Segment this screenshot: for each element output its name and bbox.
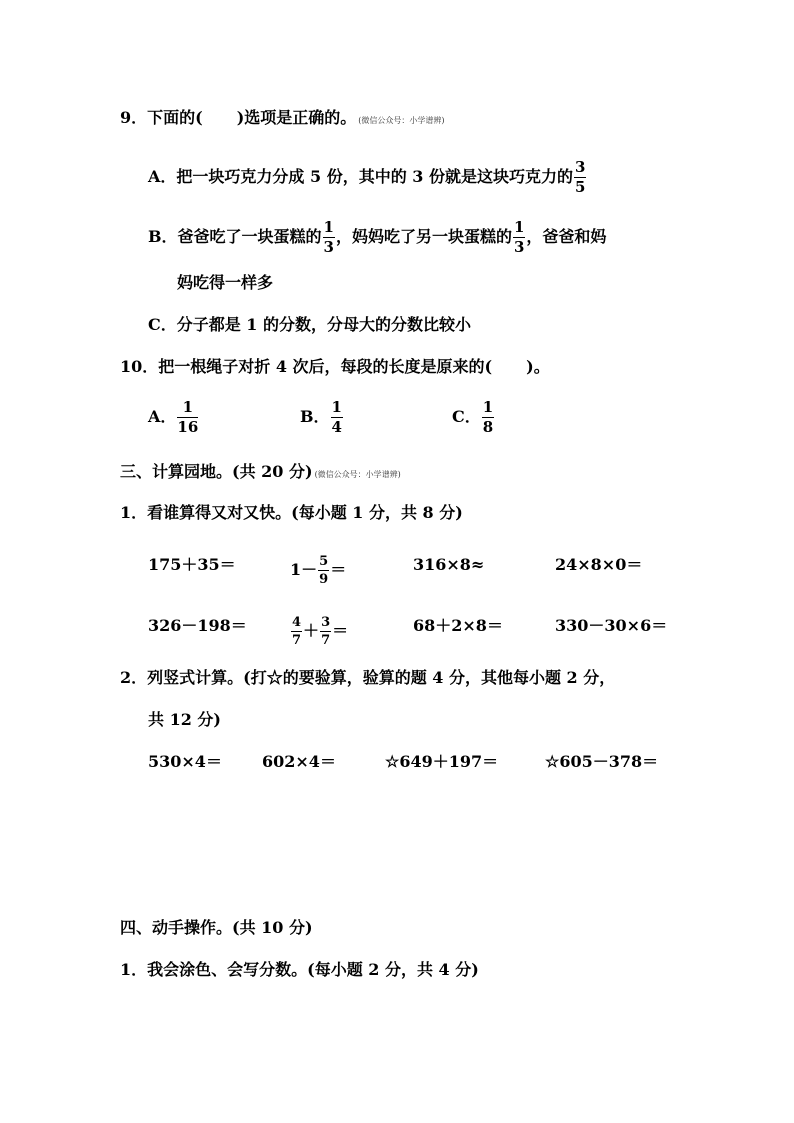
q9-watermark-note: (微信公众号：小学谱辨) [358,116,445,125]
s3q1-r1-expr2-fraction: $\frac{5}{9}$ [319,554,329,587]
s3q1-r2-expr4: 330－30×6＝ [555,616,668,635]
q9-stem-pre: 9．下面的( [120,108,203,127]
q10-stem-post: )。 [526,357,550,376]
q9-option-b-fraction2: $\frac{1}{3}$ [513,218,525,256]
q10-option-b-fraction: $\frac{1}{4}$ [331,398,342,436]
s3q1-r1-expr4: 24×8×0＝ [555,555,643,574]
q10-option-b: B． $\frac{1}{4}$ [300,398,342,436]
s3q1-r1-expr1: 175＋35＝ [148,555,236,574]
q9-option-b-text3: ，爸爸和妈 [526,227,607,246]
q10-option-a: A． $\frac{1}{16}$ [148,398,199,436]
q9-option-a-text: A．把一块巧克力分成 5 份，其中的 3 份就是这块巧克力的 [148,167,573,186]
section3-watermark-note: (微信公众号：小学谱辨) [314,470,401,479]
q9-option-a [148,160,587,195]
s3q1-stem: 1．看谁算得又对又快。(每小题 1 分，共 8 分) [120,503,463,522]
s3q1-r2-expr1: 326－198＝ [148,616,247,635]
s3q1-r2-expr2: $\frac{4}{7}$ ＋ $\frac{3}{7}$ ＝ [292,615,349,648]
q9-stem [120,108,445,131]
q9-option-b-fraction1: $\frac{1}{3}$ [323,218,334,256]
section4-title: 四、动手操作。(共 10 分) [120,918,313,937]
s3q1-r2-expr2-fraction1: $\frac{4}{7}$ [292,615,302,648]
q10-option-c-fraction: $\frac{1}{8}$ [482,398,494,436]
s3q1-r1-expr2: 1－ $\frac{5}{9}$ ＝ [290,554,347,587]
q9-stem-post: )选项是正确的。 [236,108,357,127]
q10-option-c: C． $\frac{1}{8}$ [452,398,494,436]
q9-option-b-text1: B．爸爸吃了一块蛋糕的 [148,227,322,246]
q9-option-c: C．分子都是 1 的分数，分母大的分数比较小 [148,315,472,334]
q10-stem [120,357,550,377]
s3q1-r1-expr3: 316×8≈ [413,555,485,574]
s3q1-r2-expr3: 68＋2×8＝ [413,616,503,635]
s3q2-item-1: 530×4＝ [148,752,222,771]
s3q2-stem-line1: 2．列竖式计算。(打☆的要验算，验算的题 4 分，其他每小题 2 分， [120,668,616,687]
q9-option-b-cont: 妈吃得一样多 [177,273,274,292]
q10-stem-pre: 10．把一根绳子对折 4 次后，每段的长度是原来的( [120,357,493,376]
section3-title [120,462,401,485]
q10-option-a-fraction: $\frac{1}{16}$ [177,398,199,436]
q9-option-b-text2: ，妈妈吃了另一块蛋糕的 [335,227,512,246]
s3q2-item-3: ☆649＋197＝ [385,752,499,771]
s3q2-stem-line2: 共 12 分) [148,710,221,729]
q9-option-b [148,220,606,255]
s3q2-item-4: ☆605－378＝ [545,752,659,771]
s3q1-r2-expr2-fraction2: $\frac{3}{7}$ [321,615,331,648]
q9-option-a-fraction: $\frac{3}{5}$ [574,158,586,196]
section3-title-text: 三、计算园地。(共 20 分) [120,462,313,481]
s3q2-item-2: 602×4＝ [262,752,336,771]
s4q1-stem: 1．我会涂色、会写分数。(每小题 2 分，共 4 分) [120,960,479,979]
